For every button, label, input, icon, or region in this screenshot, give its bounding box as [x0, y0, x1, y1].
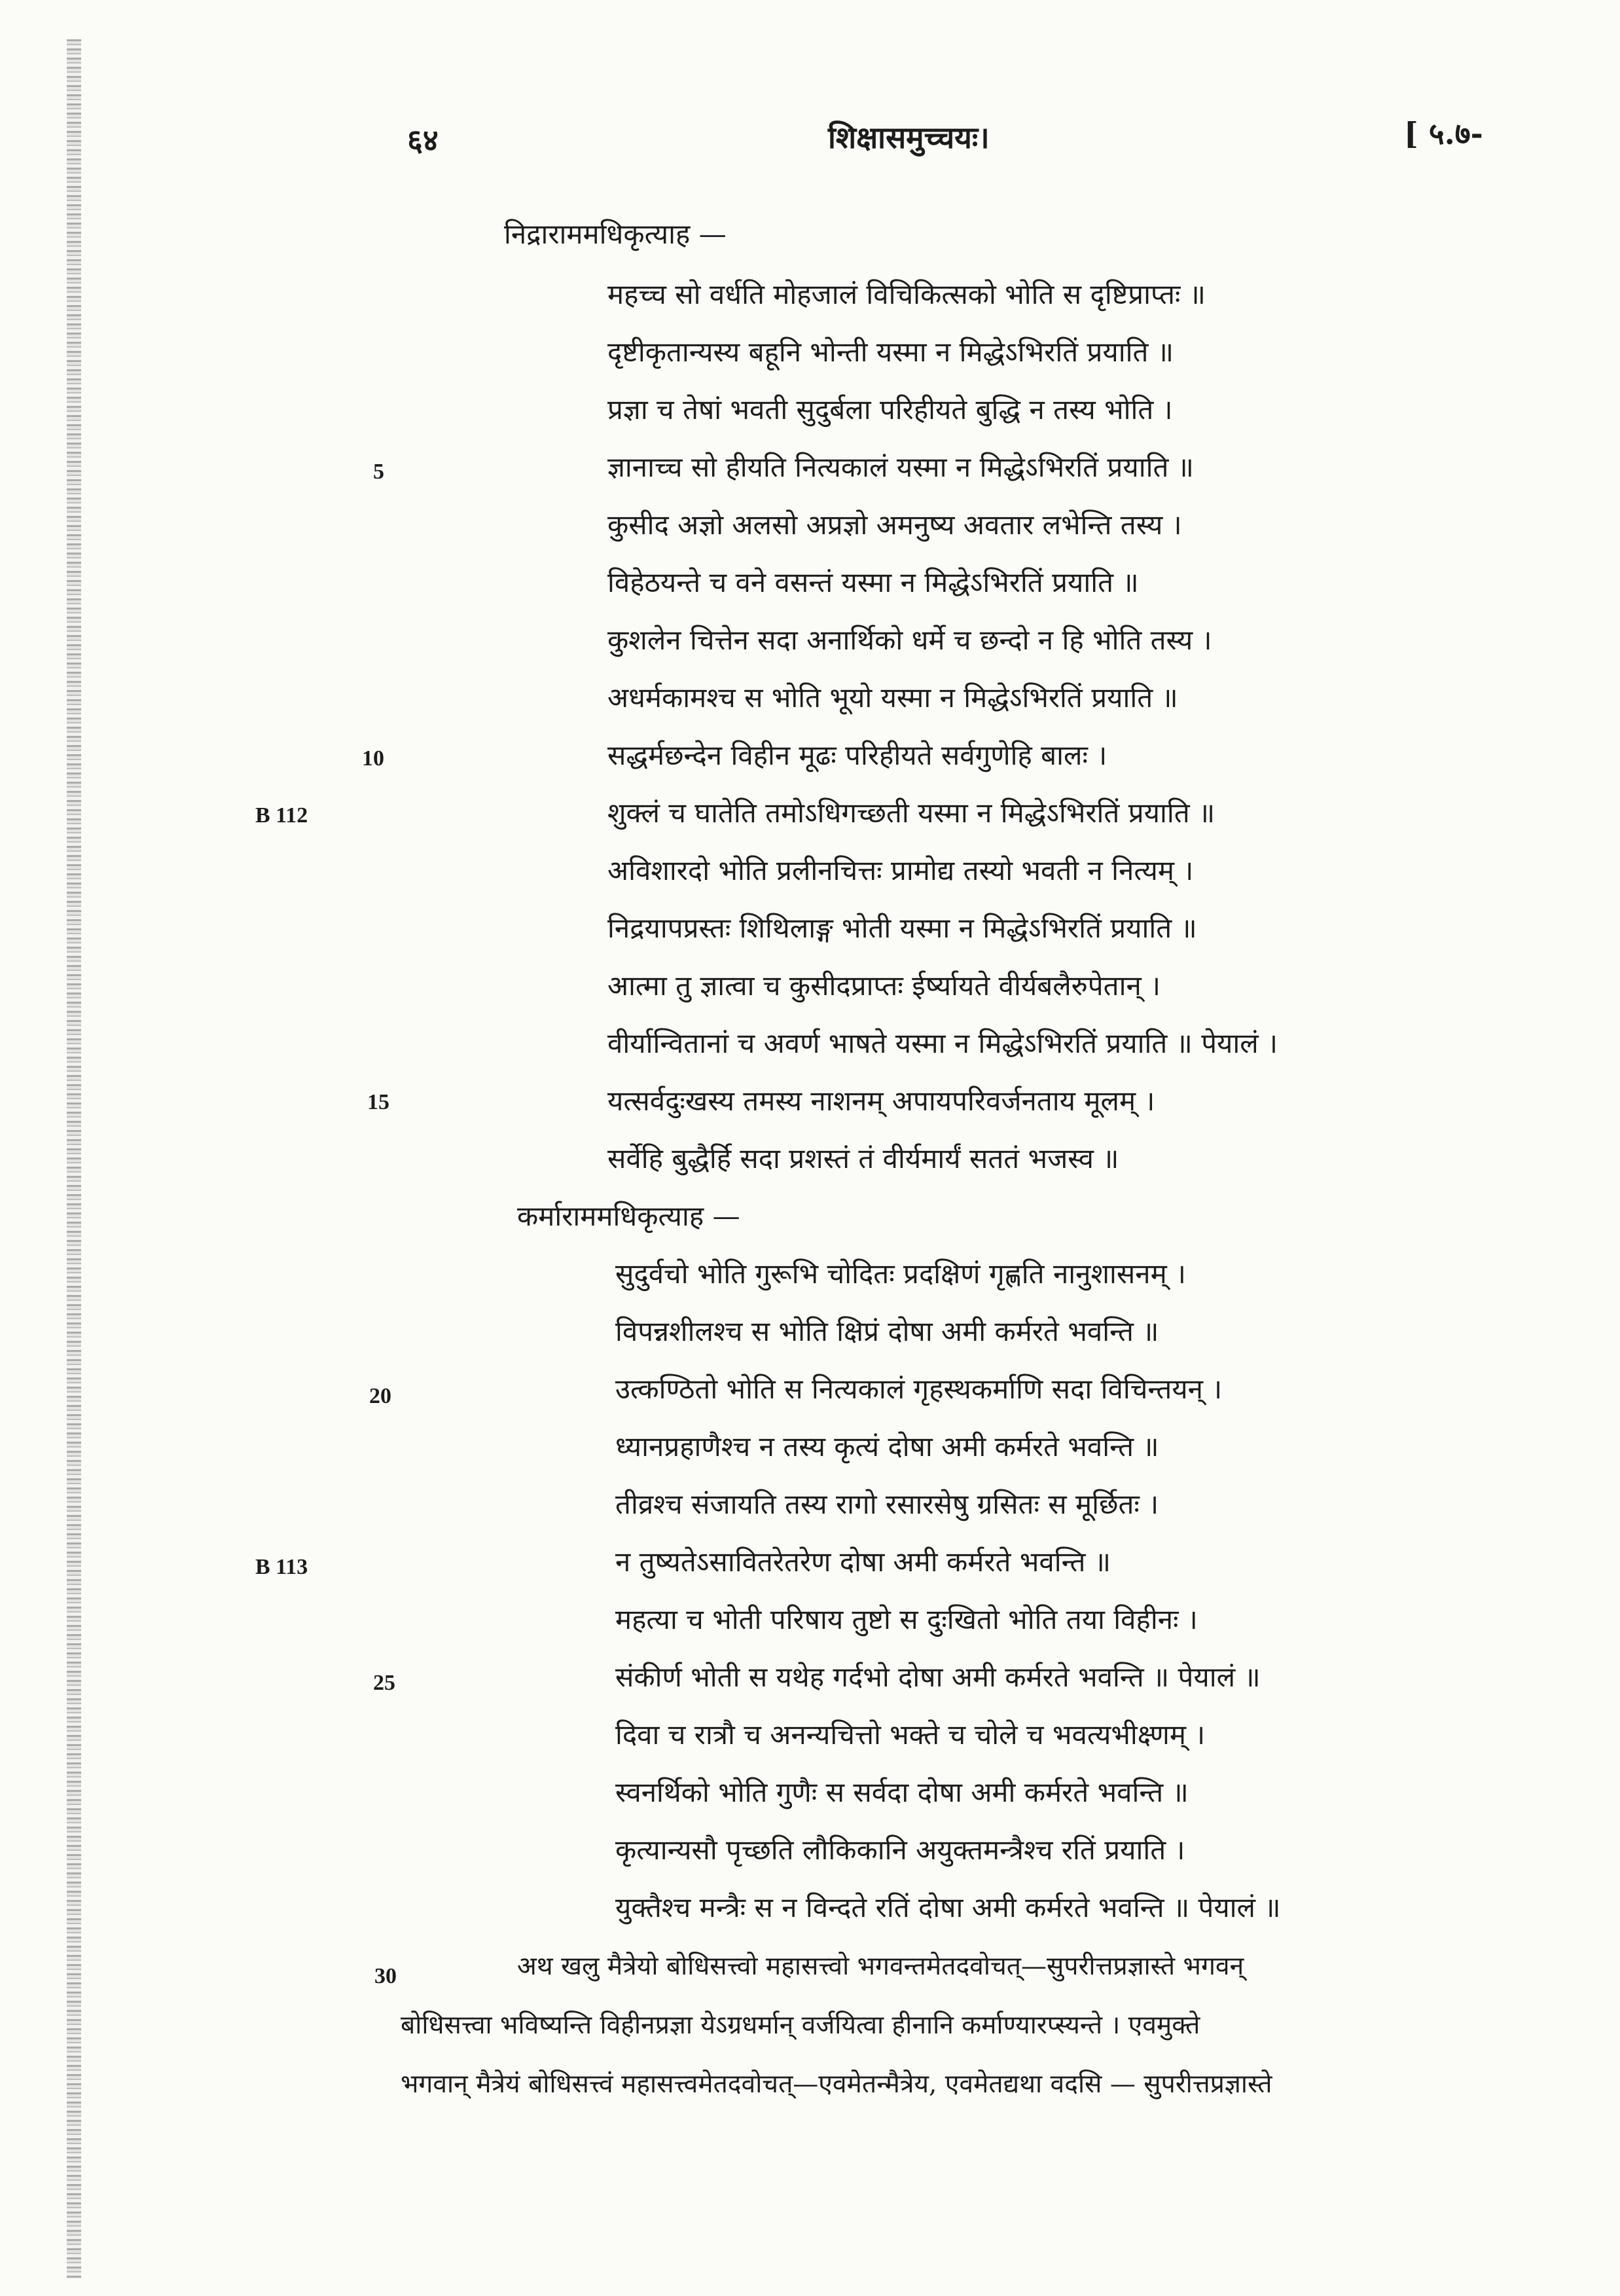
- page-binding-edge: [67, 39, 81, 2278]
- page-number: ६४: [407, 122, 439, 158]
- verse-line: सद्धर्मछन्देन विहीन मूढः परिहीयते सर्वगुणेहि बालः ।: [607, 739, 1107, 771]
- section-heading: कर्माराममधिकृत्याह —: [517, 1200, 740, 1232]
- verse-line: सुदुर्वचो भोति गुरूभि चोदितः प्रदक्षिणं गृह्णति नानुशासनम् ।: [615, 1258, 1186, 1290]
- prose-line: अथ खलु मैत्रेयो बोधिसत्त्वो महासत्त्वो भगवन्तमेतदवोचत्—सुपरीत्तप्रज्ञास्ते भगवन्: [517, 1952, 1244, 1981]
- verse-line: युक्तैश्च मन्त्रैः स न विन्दते रतिं दोषा अमी कर्मरते भवन्ति ॥ पेयालं ॥: [615, 1891, 1281, 1923]
- line-number: 10: [362, 746, 384, 771]
- line-number: 25: [373, 1671, 395, 1695]
- verse-line: प्रज्ञा च तेषां भवती सुदुर्बला परिहीयते बुद्धि न तस्य भोति ।: [607, 393, 1173, 426]
- verse-line: विपन्नशीलश्च स भोति क्षिप्रं दोषा अमी कर्मरते भवन्ति ॥: [615, 1315, 1159, 1347]
- section-ref: [ ५.७-: [1404, 116, 1483, 151]
- line-number: 5: [373, 460, 384, 484]
- verse-line: अधर्मकामश्च स भोति भूयो यस्मा न मिद्धेऽभिरतिं प्रयाति ॥: [607, 682, 1178, 714]
- verse-line: कृत्यान्यसौ पृच्छति लौकिकानि अयुक्तमन्त्रैश्च रतिं प्रयाति ।: [615, 1834, 1185, 1866]
- verse-line: वीर्यान्वितानां च अवर्ण भाषते यस्मा न मिद्धेऽभिरतिं प्रयाति ॥ पेयालं ।: [607, 1027, 1278, 1059]
- verse-line: विहेठयन्ते च वने वसन्तं यस्मा न मिद्धेऽभिरतिं प्रयाति ॥: [607, 566, 1139, 598]
- section-heading: निद्राराममधिकृत्याह —: [504, 218, 727, 250]
- margin-ref: B 113: [255, 1555, 308, 1579]
- verse-line: महत्या च भोती परिषाय तुष्टो स दुःखितो भोति तया विहीनः ।: [615, 1603, 1198, 1635]
- line-number: 15: [367, 1090, 389, 1114]
- verse-line: ध्यानप्रहाणैश्च न तस्य कृत्यं दोषा अमी कर्मरते भवन्ति ॥: [615, 1430, 1159, 1463]
- prose-line: भगवान् मैत्रेयं बोधिसत्त्वं महासत्त्वमेतदवोचत्—एवमेतन्मैत्रेय, एवमेतद्यथा वदसि — सुपरीत्तप्रज्ञास्ते: [401, 2069, 1272, 2099]
- verse-line: कुसीद अज्ञो अलसो अप्रज्ञो अमनुष्य अवतार लभेन्ति तस्य ।: [607, 509, 1182, 541]
- verse-line: उत्कण्ठितो भोति स नित्यकालं गृहस्थकर्माणि सदा विचिन्तयन् ।: [615, 1373, 1223, 1405]
- verse-line: संकीर्ण भोती स यथेह गर्दभो दोषा अमी कर्मरते भवन्ति ॥ पेयालं ॥: [615, 1661, 1261, 1693]
- line-number: 30: [374, 1964, 397, 1988]
- verse-line: दिवा च रात्रौ च अनन्यचित्तो भक्ते च चोले च भवत्यभीक्ष्णम् ।: [615, 1719, 1206, 1751]
- verse-line: स्वनर्थिको भोति गुणैः स सर्वदा दोषा अमी कर्मरते भवन्ति ॥: [615, 1776, 1189, 1808]
- verse-line: दृष्टीकृतान्यस्य बहूनि भोन्ती यस्मा न मिद्धेऽभिरतिं प्रयाति ॥: [607, 336, 1174, 368]
- verse-line: शुक्लं च घातेति तमोऽधिगच्छती यस्मा न मिद्धेऽभिरतिं प्रयाति ॥: [607, 797, 1215, 829]
- verse-line: कुशलेन चित्तेन सदा अनार्थिको धर्मे च छन्दो न हि भोति तस्य ।: [607, 624, 1212, 656]
- verse-line: निद्रयापप्रस्तः शिथिलाङ्ग भोती यस्मा न मिद्धेऽभिरतिं प्रयाति ॥: [607, 912, 1197, 944]
- verse-line: ज्ञानाच्च सो हीयति नित्यकालं यस्मा न मिद्धेऽभिरतिं प्रयाति ॥: [607, 451, 1194, 483]
- verse-line: अविशारदो भोति प्रलीनचित्तः प्रामोद्य तस्यो भवती न नित्यम् ।: [607, 854, 1194, 886]
- verse-line: यत्सर्वदुःखस्य तमस्य नाशनम् अपायपरिवर्जनताय मूलम् ।: [607, 1085, 1155, 1117]
- verse-line: सर्वेहि बुद्धैर्हि सदा प्रशस्तं तं वीर्यमार्यं सततं भजस्व ॥: [607, 1142, 1119, 1175]
- margin-ref: B 112: [255, 803, 308, 828]
- verse-line: आत्मा तु ज्ञात्वा च कुसीदप्राप्तः ईर्ष्यायते वीर्यबलैरुपेतान् ।: [607, 970, 1161, 1002]
- line-number: 20: [369, 1384, 391, 1408]
- page-title: शिक्षासमुच्चयः।: [828, 120, 990, 155]
- verse-line: महच्च सो वर्धति मोहजालं विचिकित्सको भोति स दृष्टिप्राप्तः ॥: [607, 278, 1206, 310]
- verse-line: तीव्रश्च संजायति तस्य रागो रसारसेषु ग्रसितः स मूर्छितः ।: [615, 1488, 1159, 1520]
- verse-line: न तुष्यतेऽसावितरेतरेण दोषा अमी कर्मरते भवन्ति ॥: [615, 1546, 1111, 1578]
- prose-line: बोधिसत्त्वा भविष्यन्ति विहीनप्रज्ञा येऽग्रधर्मान् वर्जयित्वा हीनानि कर्माण्यारप्स्यन्ते । एवमुक्ते: [401, 2011, 1200, 2040]
